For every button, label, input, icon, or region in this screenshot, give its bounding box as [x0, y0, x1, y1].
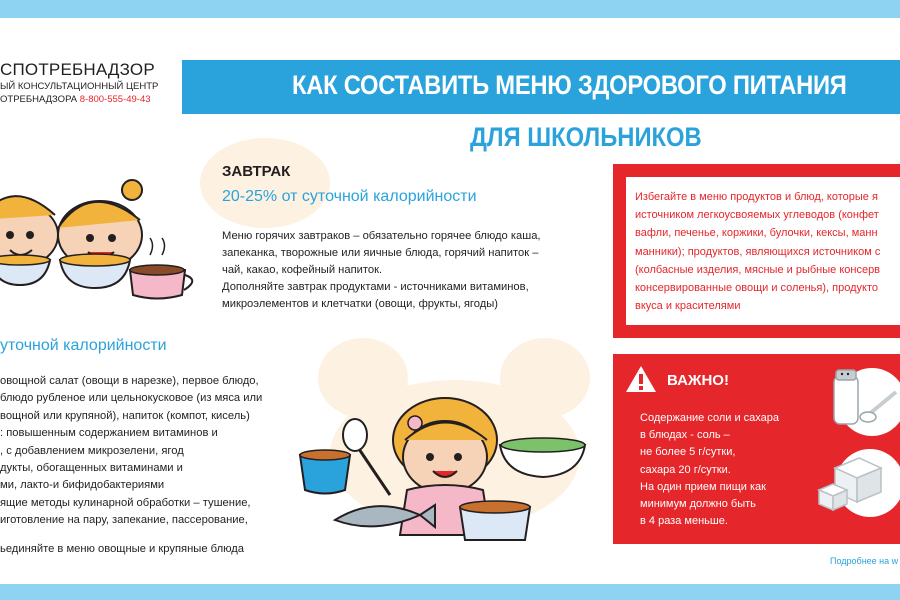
page-subtitle: ДЛЯ ШКОЛЬНИКОВ [470, 122, 702, 152]
avoid-line: манники); продуктов, являющихся источником с [635, 245, 881, 258]
important-line: сахара 20 г/сутки. [640, 463, 731, 476]
breakfast-calories: 20-25% от суточной калорийности [222, 188, 477, 205]
lunch-line: , с добавлением микрозелени, ягод [0, 444, 184, 457]
salt-shaker-icon [822, 362, 900, 437]
important-text [640, 410, 810, 530]
org-line-1: ЫЙ КОНСУЛЬТАЦИОННЫЙ ЦЕНТР [0, 81, 159, 92]
lunch-line: вощной или крупяной), напиток (компот, кисель) [0, 409, 250, 422]
warning-triangle-icon [624, 364, 658, 394]
breakfast-line: микроэлементов и клетчатки (овощи, фрукты, ягоды) [222, 298, 499, 310]
breakfast-line: Меню горячих завтраков – обязательно горячее блюдо каша, [222, 230, 541, 242]
lunch-last-line: ьединяйте в меню овощные и крупяные блюда [0, 543, 244, 555]
avoid-line: Избегайте в меню продуктов и блюд, которые я [635, 191, 878, 203]
important-line: в блюдах - соль – [640, 429, 730, 442]
breakfast-line: чай, какао, кофейный напиток. [222, 264, 383, 276]
lunch-line: блюдо рубленое или цельнокусковое (из мяса или [0, 392, 263, 405]
page-title: КАК СОСТАВИТЬ МЕНЮ ЗДОРОВОГО ПИТАНИЯ [292, 70, 847, 100]
top-band [0, 0, 900, 18]
org-line-2 [0, 93, 180, 106]
important-line: не более 5 г/сутки, [640, 446, 736, 459]
lunch-line: дукты, обогащенных витаминами и [0, 462, 183, 475]
avoid-foods-text [635, 188, 900, 315]
lunch-line: иготовление на пару, запекание, пассерование, [0, 514, 248, 527]
important-title: ВАЖНО! [667, 372, 729, 389]
important-line: На один прием пищи как [640, 480, 766, 493]
lunch-line: : повышенным содержанием витаминов и [0, 427, 218, 440]
important-line: Содержание соли и сахара [640, 412, 780, 424]
more-info-link[interactable]: Подробнее на w [830, 556, 899, 566]
breakfast-blob [200, 138, 330, 228]
breakfast-title: ЗАВТРАК [222, 163, 291, 180]
children-breakfast-illustration [0, 160, 200, 305]
important-line: минимум должно быть [640, 498, 756, 511]
lunch-line: ящие методы кулинарной обработки – тушение, [0, 496, 251, 509]
avoid-line: вкуса и красителями [635, 300, 741, 313]
lunch-calories: уточной калорийности [0, 337, 167, 354]
org-name: СПОТРЕБНАДЗОР [0, 60, 155, 79]
hotline-phone: 8-800-555-49-43 [79, 94, 151, 105]
breakfast-text [222, 228, 582, 313]
lunch-line: ми, лакто-и бифидобактериями [0, 479, 165, 492]
breakfast-line: Дополняйте завтрак продуктами - источниками витаминов, [222, 281, 529, 293]
lunch-line: овощной салат (овощи в нарезке), первое блюдо, [0, 375, 259, 387]
sugar-cubes-icon [815, 448, 900, 518]
organization-header [0, 60, 180, 106]
girl-lunch-illustration [295, 385, 595, 545]
avoid-line: вафли, печенье, коржики, булочки, кексы, манн [635, 227, 878, 240]
bottom-band [0, 584, 900, 600]
avoid-line: источником легкоусвояемых углеводов (конфет [635, 209, 879, 222]
breakfast-line: запеканка, творожные или яичные блюда, горячий напиток – [222, 247, 539, 259]
avoid-line: (колбасные изделия, мясные и рыбные консерв [635, 263, 881, 276]
lunch-text [0, 373, 300, 530]
org-line-2-text: ОТРЕБНАДЗОРА [0, 94, 78, 105]
avoid-line: консервированные овощи и соленья), продукто [635, 282, 878, 295]
important-line: в 4 раза меньше. [640, 515, 728, 528]
